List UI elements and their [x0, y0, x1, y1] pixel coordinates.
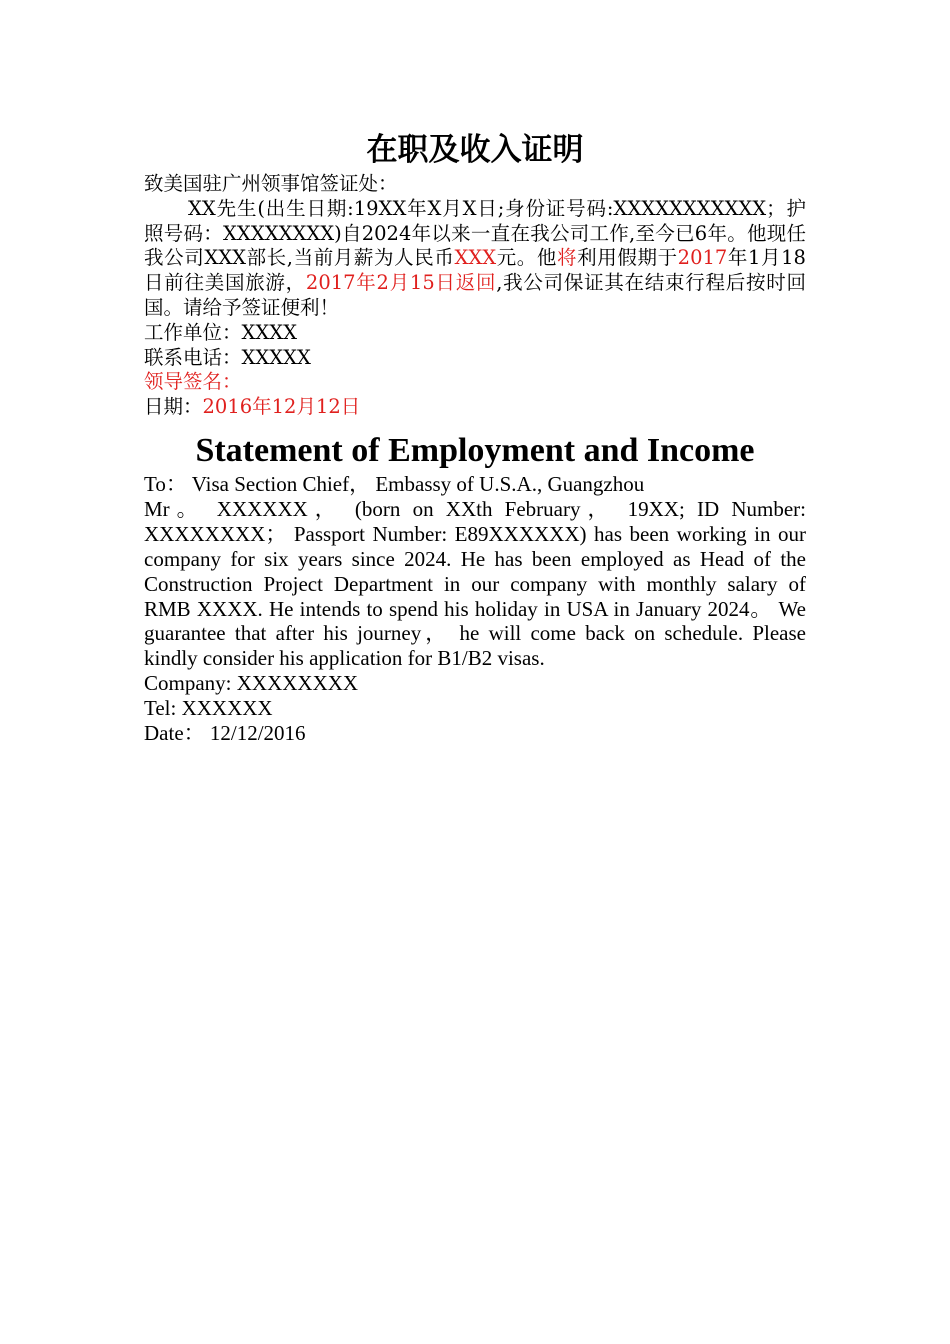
en-date: Date： 12/12/2016: [144, 721, 306, 746]
cn-date-label: 日期：: [144, 395, 203, 419]
cn-leader-signature: 领导签名：: [144, 370, 242, 394]
cn-salary-amount: XXX: [454, 246, 497, 270]
en-title: Statement of Employment and Income: [195, 431, 755, 469]
cn-title: 在职及收入证明: [366, 132, 584, 168]
document-page: [144, 128, 806, 746]
cn-body-text-3: 利用假期于: [577, 246, 678, 270]
cn-return-date: 2017年2月15日返回: [305, 271, 497, 295]
cn-will-word: 将: [557, 246, 578, 270]
cn-body-text-2: 元。他: [496, 246, 558, 270]
cn-body-text-1: XX先生(出生日期:19XX年X月X日;身份证号码:XXXXXXXXXXX；护照号码：XXXXXXXX)自2024年以来一直在我公司工作,至今已6年。他现任我公司XXX部长,当前月薪为人民币: [144, 196, 806, 270]
cn-date-value: 2016年12月12日: [202, 395, 361, 419]
cn-body-text-5: ,我公司保证其在结束行程后按时回国。请给予签证便利！: [144, 271, 806, 319]
cn-recipient: 致美国驻广州领事馆签证处：: [144, 172, 398, 195]
en-body-paragraph: Mr。 XXXXXX， (born on XXth February， 19XX; ID Number: XXXXXXXX； Passport Number: E89XXXXXX) has been working in our company for six years since 2024. He has been employed as Head of the Construction Project Department in our company with monthly salary of RMB XXXX. He intends to spend his holiday in USA in January 2024。 We guarantee that after his journey， he will come back on schedule. Please kindly consider his application for B1/B2 visas.: [144, 496, 806, 671]
cn-company: 工作单位：XXXX: [144, 320, 298, 344]
en-tel: Tel: XXXXXX: [144, 696, 273, 721]
cn-body-text-4: 年1月18日前往美国旅游，: [144, 246, 806, 295]
en-company: Company: XXXXXXXX: [144, 671, 359, 696]
cn-phone: 联系电话：XXXXX: [144, 345, 311, 369]
cn-date: [144, 395, 806, 420]
en-recipient: To： Visa Section Chief， Embassy of U.S.A., Guangzhou: [144, 471, 645, 496]
cn-body-paragraph: [144, 197, 806, 321]
cn-depart-year: 2017: [677, 246, 728, 270]
